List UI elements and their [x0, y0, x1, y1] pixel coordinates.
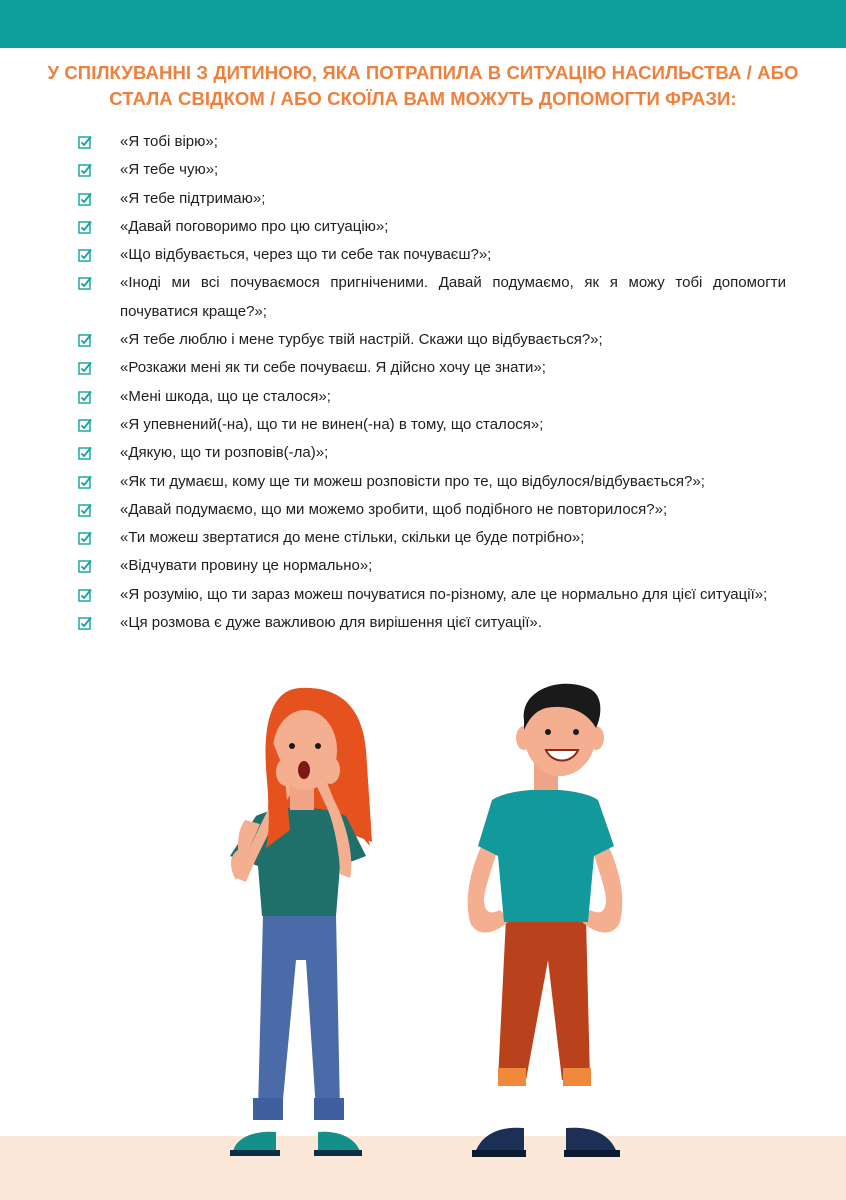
page-heading	[40, 60, 806, 112]
phrase-item	[74, 552, 786, 580]
phrase-item	[74, 439, 786, 467]
phrase-text: «Відчувати провину це нормально»;	[120, 557, 373, 575]
phrase-item	[74, 213, 786, 241]
girl-figure	[230, 688, 372, 1156]
checkbox-checked-icon	[78, 333, 92, 347]
phrase-text: «Дякую, що ти розповів(-ла)»;	[120, 444, 329, 462]
checkbox-checked-icon	[78, 503, 92, 517]
phrase-text: «Я розумію, що ти зараз можеш почуватися по-різному, але це нормально для цієї ситуації»;	[120, 585, 768, 603]
checkbox-checked-icon	[78, 446, 92, 460]
checkbox-checked-icon	[78, 588, 92, 602]
boy-figure	[468, 684, 623, 1157]
phrase-item	[74, 241, 786, 269]
phrase-text: «Я тебе чую»;	[120, 161, 219, 179]
phrase-text: «Розкажи мені як ти себе почуваєш. Я дійсно хочу це знати»;	[120, 359, 546, 377]
phrase-item	[74, 581, 786, 609]
phrase-text: «Давай подумаємо, що ми можемо зробити, щоб подібного не повторилося?»;	[120, 500, 668, 518]
checkbox-checked-icon	[78, 192, 92, 206]
phrase-text: «Ця розмова є дуже важливою для вирішення цієї ситуації».	[120, 614, 542, 632]
phrase-text: «Я тобі вірю»;	[120, 133, 218, 150]
phrase-item	[74, 269, 786, 326]
illustration	[0, 660, 846, 1180]
phrase-item	[74, 468, 786, 496]
top-bar	[0, 0, 846, 48]
phrase-text: «Що відбувається, через що ти себе так почуваєш?»;	[120, 246, 492, 264]
checkbox-checked-icon	[78, 220, 92, 234]
checkbox-checked-icon	[78, 418, 92, 432]
phrase-item	[74, 185, 786, 213]
checkbox-checked-icon	[78, 135, 92, 149]
phrase-item	[74, 524, 786, 552]
phrase-text: «Я тебе підтримаю»;	[120, 189, 266, 207]
phrase-text: «Ти можеш звертатися до мене стільки, скільки це буде потрібно»;	[120, 529, 585, 547]
checkbox-checked-icon	[78, 163, 92, 177]
phrase-item	[74, 128, 786, 156]
checkbox-checked-icon	[78, 248, 92, 262]
phrase-item	[74, 354, 786, 382]
phrase-text: «Давай поговоримо про цю ситуацію»;	[120, 217, 389, 235]
phrase-item	[74, 383, 786, 411]
phrase-text: «Я упевнений(-на), що ти не винен(-на) в тому, що сталося»;	[120, 415, 544, 433]
checkbox-checked-icon	[78, 361, 92, 375]
phrase-text: «Мені шкода, що це сталося»;	[120, 387, 331, 405]
phrase-text: «Я тебе люблю і мене турбує твій настрій. Скажи що відбувається?»;	[120, 331, 603, 349]
phrase-text: «Як ти думаєш, кому ще ти можеш розповісти про те, що відбулося/відбувається?»;	[120, 472, 705, 490]
checkbox-checked-icon	[78, 390, 92, 404]
heading-line-2: СТАЛА СВІДКОМ / АБО СКОЇЛА ВАМ МОЖУТЬ ДОПОМОГТИ ФРАЗИ:	[109, 88, 737, 109]
phrase-text: «Іноді ми всі почуваємося пригніченими. Давай подумаємо, як я можу тобі допомогти почуватися краще?»;	[120, 274, 786, 320]
checkbox-checked-icon	[78, 559, 92, 573]
phrase-item	[74, 496, 786, 524]
phrase-item	[74, 156, 786, 184]
checkbox-checked-icon	[78, 475, 92, 489]
phrase-item	[74, 411, 786, 439]
checkbox-checked-icon	[78, 276, 92, 290]
phrase-item	[74, 326, 786, 354]
checkbox-checked-icon	[78, 616, 92, 630]
phrase-item	[74, 609, 786, 637]
heading-line-1: У СПІЛКУВАННІ З ДИТИНОЮ, ЯКА ПОТРАПИЛА В СИТУАЦІЮ НАСИЛЬСТВА / АБО	[47, 62, 799, 83]
phrase-list	[74, 128, 786, 637]
checkbox-checked-icon	[78, 531, 92, 545]
